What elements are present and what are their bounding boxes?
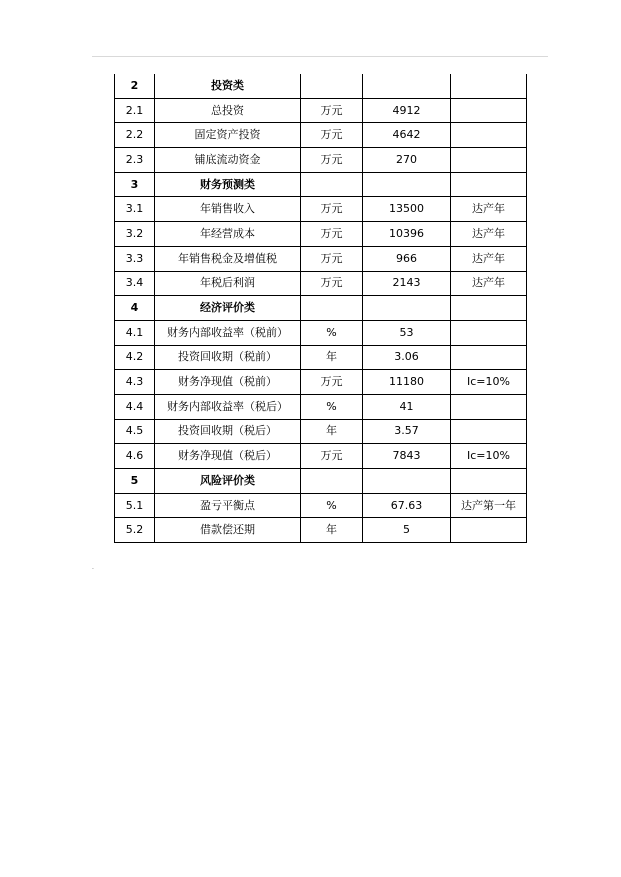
corner-mark: . — [92, 564, 94, 571]
cell-note: Ic=10% — [451, 370, 527, 395]
cell-unit: 年 — [301, 518, 363, 543]
table-row — [115, 394, 527, 419]
cell-note: 达产年 — [451, 222, 527, 247]
table-row — [115, 271, 527, 296]
cell-value: 7843 — [363, 444, 451, 469]
table-row — [115, 444, 527, 469]
cell-number: 2.3 — [115, 148, 155, 173]
cell-note — [451, 320, 527, 345]
cell-note: 达产年 — [451, 246, 527, 271]
cell-name: 总投资 — [155, 98, 301, 123]
cell-name: 投资回收期（税后） — [155, 419, 301, 444]
cell-name: 投资类 — [155, 74, 301, 98]
cell-unit: 万元 — [301, 197, 363, 222]
cell-unit: 年 — [301, 419, 363, 444]
section-row — [115, 172, 527, 197]
cell-note — [451, 394, 527, 419]
cell-number: 3 — [115, 172, 155, 197]
section-row — [115, 469, 527, 494]
cell-number: 2.2 — [115, 123, 155, 148]
cell-unit: % — [301, 394, 363, 419]
table-row — [115, 98, 527, 123]
cell-note: Ic=10% — [451, 444, 527, 469]
cell-number: 5.2 — [115, 518, 155, 543]
cell-name: 财务净现值（税后） — [155, 444, 301, 469]
cell-unit: 万元 — [301, 222, 363, 247]
cell-unit — [301, 296, 363, 321]
table-row — [115, 148, 527, 173]
cell-note — [451, 123, 527, 148]
cell-number: 2 — [115, 74, 155, 98]
cell-number: 4 — [115, 296, 155, 321]
table-row — [115, 345, 527, 370]
cell-number: 4.5 — [115, 419, 155, 444]
table-row — [115, 123, 527, 148]
cell-value: 3.57 — [363, 419, 451, 444]
cell-number: 4.2 — [115, 345, 155, 370]
cell-value: 41 — [363, 394, 451, 419]
table-row — [115, 197, 527, 222]
cell-value: 966 — [363, 246, 451, 271]
cell-note: 达产年 — [451, 271, 527, 296]
cell-unit: 万元 — [301, 370, 363, 395]
cell-value: 2143 — [363, 271, 451, 296]
cell-number: 3.4 — [115, 271, 155, 296]
cell-name: 固定资产投资 — [155, 123, 301, 148]
table-row — [115, 320, 527, 345]
cell-value: 4642 — [363, 123, 451, 148]
cell-number: 4.4 — [115, 394, 155, 419]
cell-number: 2.1 — [115, 98, 155, 123]
cell-note — [451, 148, 527, 173]
cell-value: 11180 — [363, 370, 451, 395]
cell-name: 借款偿还期 — [155, 518, 301, 543]
cell-unit — [301, 469, 363, 494]
section-row — [115, 74, 527, 98]
cell-unit: % — [301, 320, 363, 345]
cell-unit: 万元 — [301, 148, 363, 173]
cell-note: 达产年 — [451, 197, 527, 222]
cell-number: 3.1 — [115, 197, 155, 222]
cell-number: 3.3 — [115, 246, 155, 271]
cell-name: 财务内部收益率（税后） — [155, 394, 301, 419]
cell-name: 财务内部收益率（税前） — [155, 320, 301, 345]
cell-value: 5 — [363, 518, 451, 543]
cell-value — [363, 296, 451, 321]
cell-value — [363, 74, 451, 98]
cell-note — [451, 419, 527, 444]
cell-name: 财务预测类 — [155, 172, 301, 197]
cell-value — [363, 469, 451, 494]
cell-name: 年销售税金及增值税 — [155, 246, 301, 271]
cell-name: 投资回收期（税前） — [155, 345, 301, 370]
cell-unit: 万元 — [301, 444, 363, 469]
cell-name: 风险评价类 — [155, 469, 301, 494]
indicator-table — [114, 74, 527, 543]
cell-number: 4.6 — [115, 444, 155, 469]
cell-unit — [301, 74, 363, 98]
cell-value: 67.63 — [363, 493, 451, 518]
cell-note — [451, 296, 527, 321]
cell-unit: 万元 — [301, 123, 363, 148]
cell-note — [451, 518, 527, 543]
cell-note — [451, 345, 527, 370]
header-rule — [92, 56, 548, 57]
cell-value: 3.06 — [363, 345, 451, 370]
cell-value: 4912 — [363, 98, 451, 123]
cell-number: 4.1 — [115, 320, 155, 345]
cell-note — [451, 172, 527, 197]
cell-name: 经济评价类 — [155, 296, 301, 321]
cell-name: 盈亏平衡点 — [155, 493, 301, 518]
cell-note — [451, 469, 527, 494]
cell-name: 年税后利润 — [155, 271, 301, 296]
cell-number: 5 — [115, 469, 155, 494]
cell-name: 年经营成本 — [155, 222, 301, 247]
cell-value: 13500 — [363, 197, 451, 222]
cell-value: 10396 — [363, 222, 451, 247]
cell-value — [363, 172, 451, 197]
cell-number: 5.1 — [115, 493, 155, 518]
section-row — [115, 296, 527, 321]
cell-unit: 万元 — [301, 98, 363, 123]
table-row — [115, 246, 527, 271]
indicator-table-body — [115, 74, 527, 543]
table-row — [115, 493, 527, 518]
cell-unit: 万元 — [301, 246, 363, 271]
cell-note: 达产第一年 — [451, 493, 527, 518]
table-row — [115, 370, 527, 395]
cell-name: 铺底流动资金 — [155, 148, 301, 173]
cell-note — [451, 98, 527, 123]
cell-number: 3.2 — [115, 222, 155, 247]
cell-unit — [301, 172, 363, 197]
cell-name: 年销售收入 — [155, 197, 301, 222]
cell-number: 4.3 — [115, 370, 155, 395]
cell-unit: 年 — [301, 345, 363, 370]
table-row — [115, 222, 527, 247]
table-row — [115, 419, 527, 444]
cell-name: 财务净现值（税前） — [155, 370, 301, 395]
cell-unit: 万元 — [301, 271, 363, 296]
table-row — [115, 518, 527, 543]
cell-note — [451, 74, 527, 98]
cell-value: 53 — [363, 320, 451, 345]
cell-unit: % — [301, 493, 363, 518]
cell-value: 270 — [363, 148, 451, 173]
